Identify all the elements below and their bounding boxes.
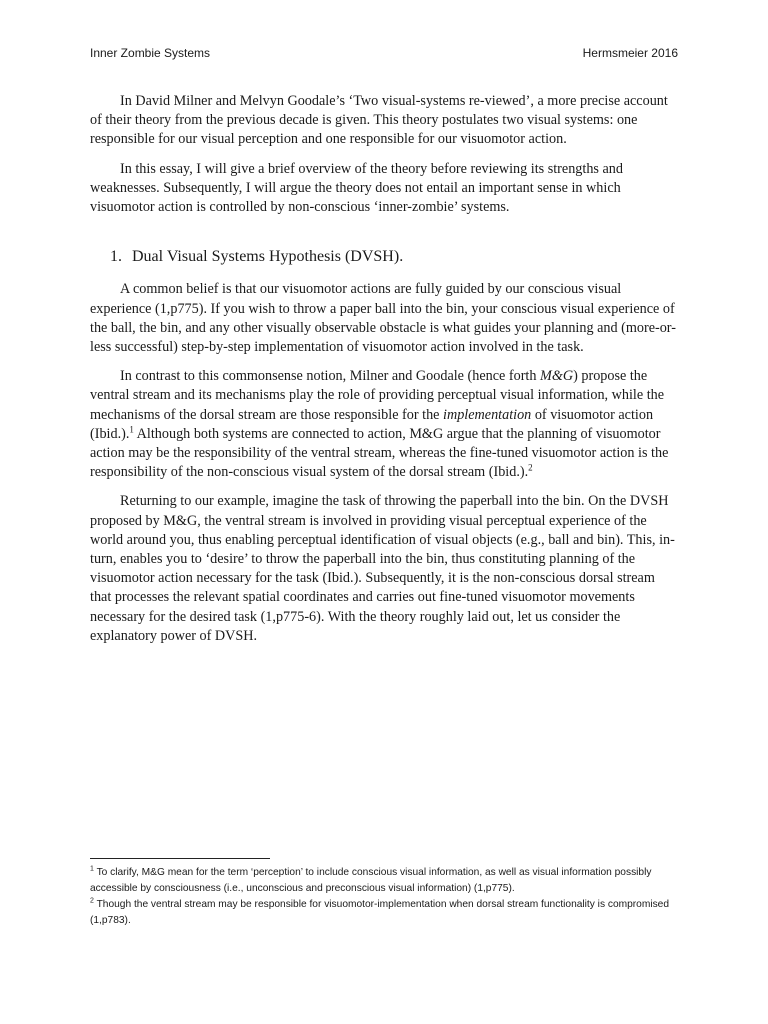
essay-body: [90, 92, 678, 656]
section-heading: [90, 247, 678, 266]
footnotes: [90, 858, 678, 929]
implementation-term: implementation: [443, 406, 532, 423]
footnote-text-2: Though the ventral stream may be responsible for visuomotor-implementation when dorsal stream functionality is compromised (1,p783).: [90, 899, 670, 926]
intro-paragraph-2: In this essay, I will give a brief overview of the theory before reviewing its strengths and weaknesses. Subsequently, I will argue the theory does not entail an important sense in which visuomotor action is controlled by non-conscious ‘inner-zombie’ systems.: [90, 160, 623, 216]
footnote-mark-2: 2: [90, 897, 94, 905]
footnote-1: [90, 865, 678, 897]
section-paragraph-2: [90, 367, 678, 482]
paragraph-text: ) propose the ventral stream and its mechanisms play the role of providing perceptual visual information, while the mechanisms of the dorsal stream are those responsible for the: [90, 368, 665, 423]
section-number: 1.: [110, 248, 122, 266]
page-header: [90, 46, 678, 60]
header-author-year: Hermsmeier 2016: [582, 46, 678, 60]
section-paragraph-3: Returning to our example, imagine the task of throwing the paperball into the bin. On the DVSH proposed by M&G, the ventral stream is involved in providing visual perceptual experience of the world around you, thus enabling perceptual identification of visual objects (e.g., ball and bin). This, in-turn, enables you to ‘desire’ to throw the paperball into the bin, thus constituting planning of the visuomotor action necessary for the task (Ibid.). Subsequently, it is the non-conscious dorsal stream that processes the relevant spatial coordinates and carries out fine-tuned visuomotor movements necessary for the desired task (1,p775-6). With the theory roughly laid out, let us consider the explanatory power of DVSH.: [90, 493, 675, 644]
footnote-ref-1[interactable]: 1: [129, 424, 134, 435]
paragraph-text: In contrast to this commonsense notion, Milner and Goodale (hence forth: [120, 368, 541, 385]
footnote-mark-1: 1: [90, 865, 94, 873]
footnote-text-1: To clarify, M&G mean for the term ‘perception’ to include conscious visual information, as well as visual information possibly accessible by consciousness (i.e., unconscious and preconscious visual information) (1,p775).: [90, 867, 652, 894]
section-title: Dual Visual Systems Hypothesis (DVSH).: [132, 248, 404, 266]
header-title: Inner Zombie Systems: [90, 46, 211, 60]
footnote-divider: [90, 858, 270, 859]
mg-abbreviation: M&G: [540, 368, 574, 385]
intro-paragraph-1: In David Milner and Melvyn Goodale’s ‘Two visual-systems re-viewed’, a more precise account of their theory from the previous decade is given. This theory postulates two visual systems: one responsible for our visual perception and one responsible for our visuomotor action.: [90, 93, 668, 148]
paragraph-text: of visuomotor action (Ibid.).: [90, 406, 654, 442]
paragraph-text: Although both systems are connected to action, M&G argue that the planning of visuomotor action may be the responsibility of the ventral stream, whereas the fine-tuned visuomotor action is the responsibility of the non-conscious visual system of the dorsal stream (Ibid.).: [90, 425, 669, 481]
footnote-ref-2[interactable]: 2: [528, 462, 533, 473]
section-paragraph-1: A common belief is that our visuomotor actions are fully guided by our conscious visual experience (1,p775). If you wish to throw a paper ball into the bin, your conscious visual experience of the ball, the bin, and any other visually observable obstacle is what guides your planning and (more-or-less successful) step-by-step implementation of visuomotor action involved in the task.: [90, 281, 676, 356]
footnote-2: [90, 897, 678, 929]
